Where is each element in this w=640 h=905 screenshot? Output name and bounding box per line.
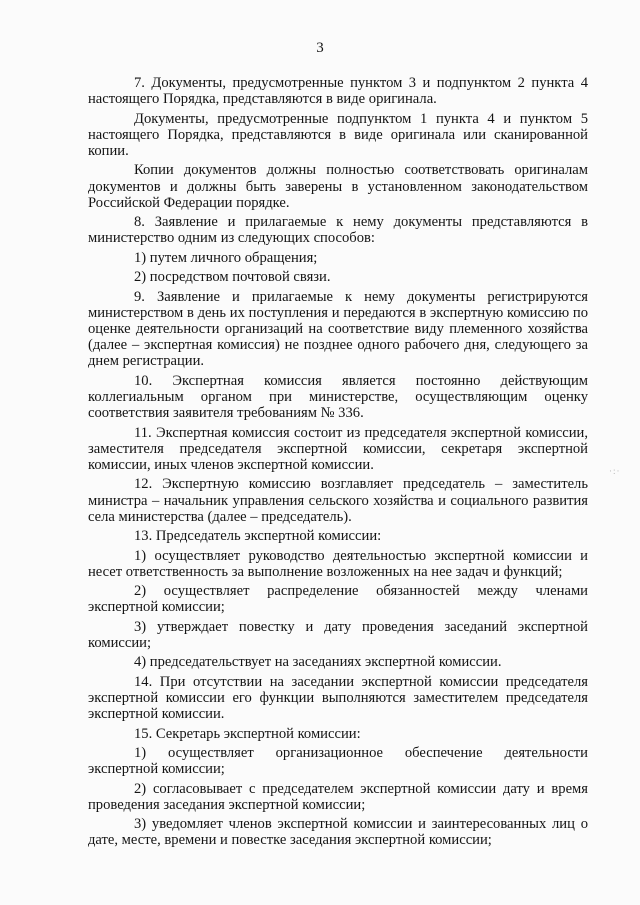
list-item: 2) посредством почтовой связи.: [134, 269, 331, 286]
scan-artifact: ·:·: [609, 466, 621, 476]
list-item: 3) уведомляет членов экспертной комиссии и заинтересованных лиц о дате, месте, времени и повестке заседания экспертной комиссии;: [88, 816, 588, 849]
list-item: 4) председательствует на заседаниях экспертной комиссии.: [134, 654, 502, 671]
list-item: 2) согласовывает с председателем экспертной комиссии дату и время проведения заседания экспертной комиссии;: [88, 780, 588, 813]
list-item: 1) осуществляет организационное обеспечение деятельности экспертной комиссии;: [88, 744, 588, 778]
paragraph: 10. Экспертная комиссия является постоянно действующим коллегиальным органом при министерстве, осуществляющим оценку соответствия заявителя требованиям № 336.: [88, 372, 588, 422]
paragraph: 13. Председатель экспертной комиссии:: [134, 528, 382, 545]
paragraph: 14. При отсутствии на заседании экспертной комиссии председателя экспертной комиссии его функции выполняются заместителем председателя экспертной комиссии.: [88, 673, 588, 723]
paragraph: 11. Экспертная комиссия состоит из председателя экспертной комиссии, заместителя председателя экспертной комиссии, секретаря экспертной комиссии, иных членов экспертной комиссии.: [88, 424, 588, 473]
paragraph: 15. Секретарь экспертной комиссии:: [134, 725, 361, 742]
paragraph: Копии документов должны полностью соответствовать оригиналам документов и должны быть заверены в установленном законодательством Российской Федерации порядке.: [88, 162, 588, 211]
paragraph: 12. Экспертную комиссию возглавляет председатель – заместитель министра – начальник управления сельского хозяйства и социального развития села министерства (далее – председатель).: [88, 476, 588, 525]
list-item: 1) осуществляет руководство деятельностью экспертной комиссии и несет ответственность за выполнение возложенных на нее задач и функций;: [88, 547, 588, 580]
paragraph: 9. Заявление и прилагаемые к нему документы регистрируются министерством в день их поступления и передаются в экспертную комиссию по оценке деятельности организаций на соответствие виду племенного хозяйства (далее – экспертная комиссия) не позднее одного рабочего дня, следующего за днем регистрации.: [88, 288, 588, 370]
paragraph: 8. Заявление и прилагаемые к нему документы представляются в министерство одним из следующих способов:: [88, 214, 588, 247]
list-item: 1) путем личного обращения;: [134, 249, 318, 266]
page-number: 3: [316, 40, 324, 56]
list-item: 2) осуществляет распределение обязанностей между членами экспертной комиссии;: [88, 583, 588, 616]
paragraph: 7. Документы, предусмотренные пунктом 3 и подпунктом 2 пункта 4 настоящего Порядка, представляются в виде оригинала.: [88, 75, 588, 108]
document-body: [88, 75, 588, 852]
paragraph: Документы, предусмотренные подпунктом 1 пункта 4 и пунктом 5 настоящего Порядка, представляются в виде оригинала или сканированной копии.: [88, 110, 588, 159]
list-item: 3) утверждает повестку и дату проведения заседаний экспертной комиссии;: [88, 618, 588, 651]
